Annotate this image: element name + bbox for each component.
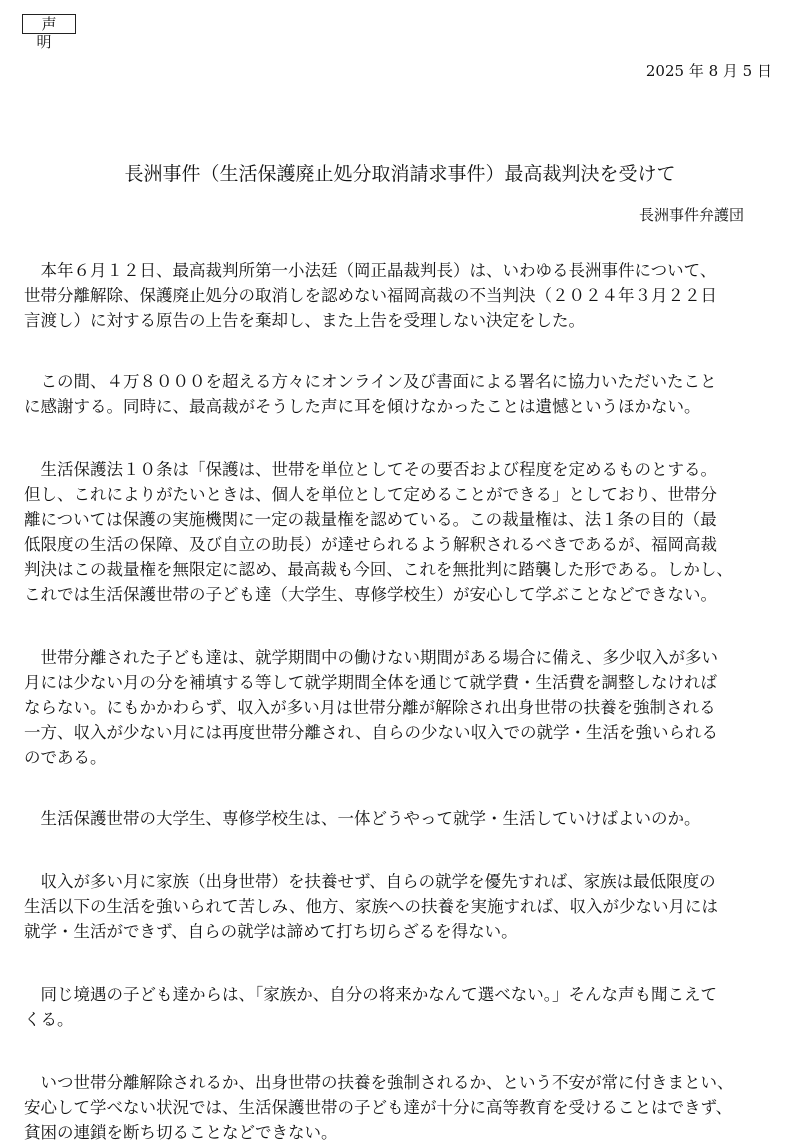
paragraph-line: 同じ境遇の子ども達からは、「家族か、自分の将来かなんて選べない。」そんな声も聞こえて <box>24 985 717 1004</box>
paragraph-line: 離については保護の実施機関に一定の裁量権を認めている。この裁量権は、法１条の目的（最 <box>24 510 717 529</box>
paragraph-line: 世帯分離解除、保護廃止処分の取消しを認めない福岡高裁の不当判決（２０２４年３月２２日 <box>24 286 717 305</box>
paragraph-line: 就学・生活ができず、自らの就学は諦めて打ち切らざるを得ない。 <box>24 922 518 941</box>
paragraph-line: くる。 <box>24 1010 74 1029</box>
paragraph-7 <box>24 982 776 1032</box>
paragraph-6 <box>24 869 776 944</box>
document-body <box>24 258 776 1145</box>
paragraph-2 <box>24 369 776 419</box>
paragraph-line: いつ世帯分離解除されるか、出身世帯の扶養を強制されるか、という不安が常に付きまとい、 <box>24 1073 734 1092</box>
paragraph-3 <box>24 457 776 607</box>
paragraph-5 <box>24 806 776 831</box>
statement-label: 声明 <box>22 14 76 34</box>
paragraph-line: これでは生活保護世帯の子ども達（大学生、専修学校生）が安心して学ぶことなどできない。 <box>24 585 717 604</box>
paragraph-line: 本年６月１２日、最高裁判所第一小法廷（岡正晶裁判長）は、いわゆる長洲事件について、 <box>24 261 717 280</box>
paragraph-line: この間、４万８０００を超える方々にオンライン及び書面による署名に協力いただいたこと <box>24 372 717 391</box>
paragraph-line: 但し、これによりがたいときは、個人を単位として定めることができる」としており、世帯分 <box>24 485 717 504</box>
paragraph-line: 言渡し）に対する原告の上告を棄却し、また上告を受理しない決定をした。 <box>24 311 585 330</box>
paragraph-line: ならない。にもかかわらず、収入が多い月は世帯分離が解除され出身世帯の扶養を強制される <box>24 698 716 717</box>
paragraph-8 <box>24 1070 776 1145</box>
paragraph-line: 生活保護世帯の大学生、専修学校生は、一体どうやって就学・生活していけばよいのか。 <box>24 809 701 828</box>
paragraph-line: のである。 <box>24 748 107 767</box>
paragraph-line: 判決はこの裁量権を無限定に認め、最高裁も今回、これを無批判に踏襲した形である。しかし、 <box>24 560 733 579</box>
paragraph-line: 貧困の連鎖を断ち切ることなどできない。 <box>24 1123 338 1142</box>
document-title: 長洲事件（生活保護廃止処分取消請求事件）最高裁判決を受けて <box>124 163 676 185</box>
paragraph-4 <box>24 645 776 770</box>
paragraph-line: 安心して学べない状況では、生活保護世帯の子ども達が十分に高等教育を受けることはできず、 <box>24 1098 733 1117</box>
paragraph-line: 収入が多い月に家族（出身世帯）を扶養せず、自らの就学を優先すれば、家族は最低限度の <box>24 872 716 891</box>
paragraph-line: 月には少ない月の分を補填する等して就学期間全体を通じて就学費・生活費を調整しなければ <box>24 673 717 692</box>
organization-name: 長洲事件弁護団 <box>638 206 744 224</box>
paragraph-line: 低限度の生活の保障、及び自立の助長）が達せられるよう解釈されるべきであるが、福岡高裁 <box>24 535 717 554</box>
paragraph-line: 一方、収入が少ない月には再度世帯分離され、自らの少ない収入での就学・生活を強いられる <box>24 723 718 742</box>
paragraph-line: に感謝する。同時に、最高裁がそうした声に耳を傾けなかったことは遺憾というほかない。 <box>24 397 701 416</box>
paragraph-1 <box>24 258 776 333</box>
paragraph-line: 生活保護法１０条は「保護は、世帯を単位としてその要否および程度を定めるものとする。 <box>24 460 717 479</box>
paragraph-line: 生活以下の生活を強いられて苦しみ、他方、家族への扶養を実施すれば、収入が少ない月には <box>24 897 718 916</box>
document-date: 2025 年 8 月 5 日 <box>645 62 772 80</box>
paragraph-line: 世帯分離された子ども達は、就学期間中の働けない期間がある場合に備え、多少収入が多い <box>24 648 718 667</box>
